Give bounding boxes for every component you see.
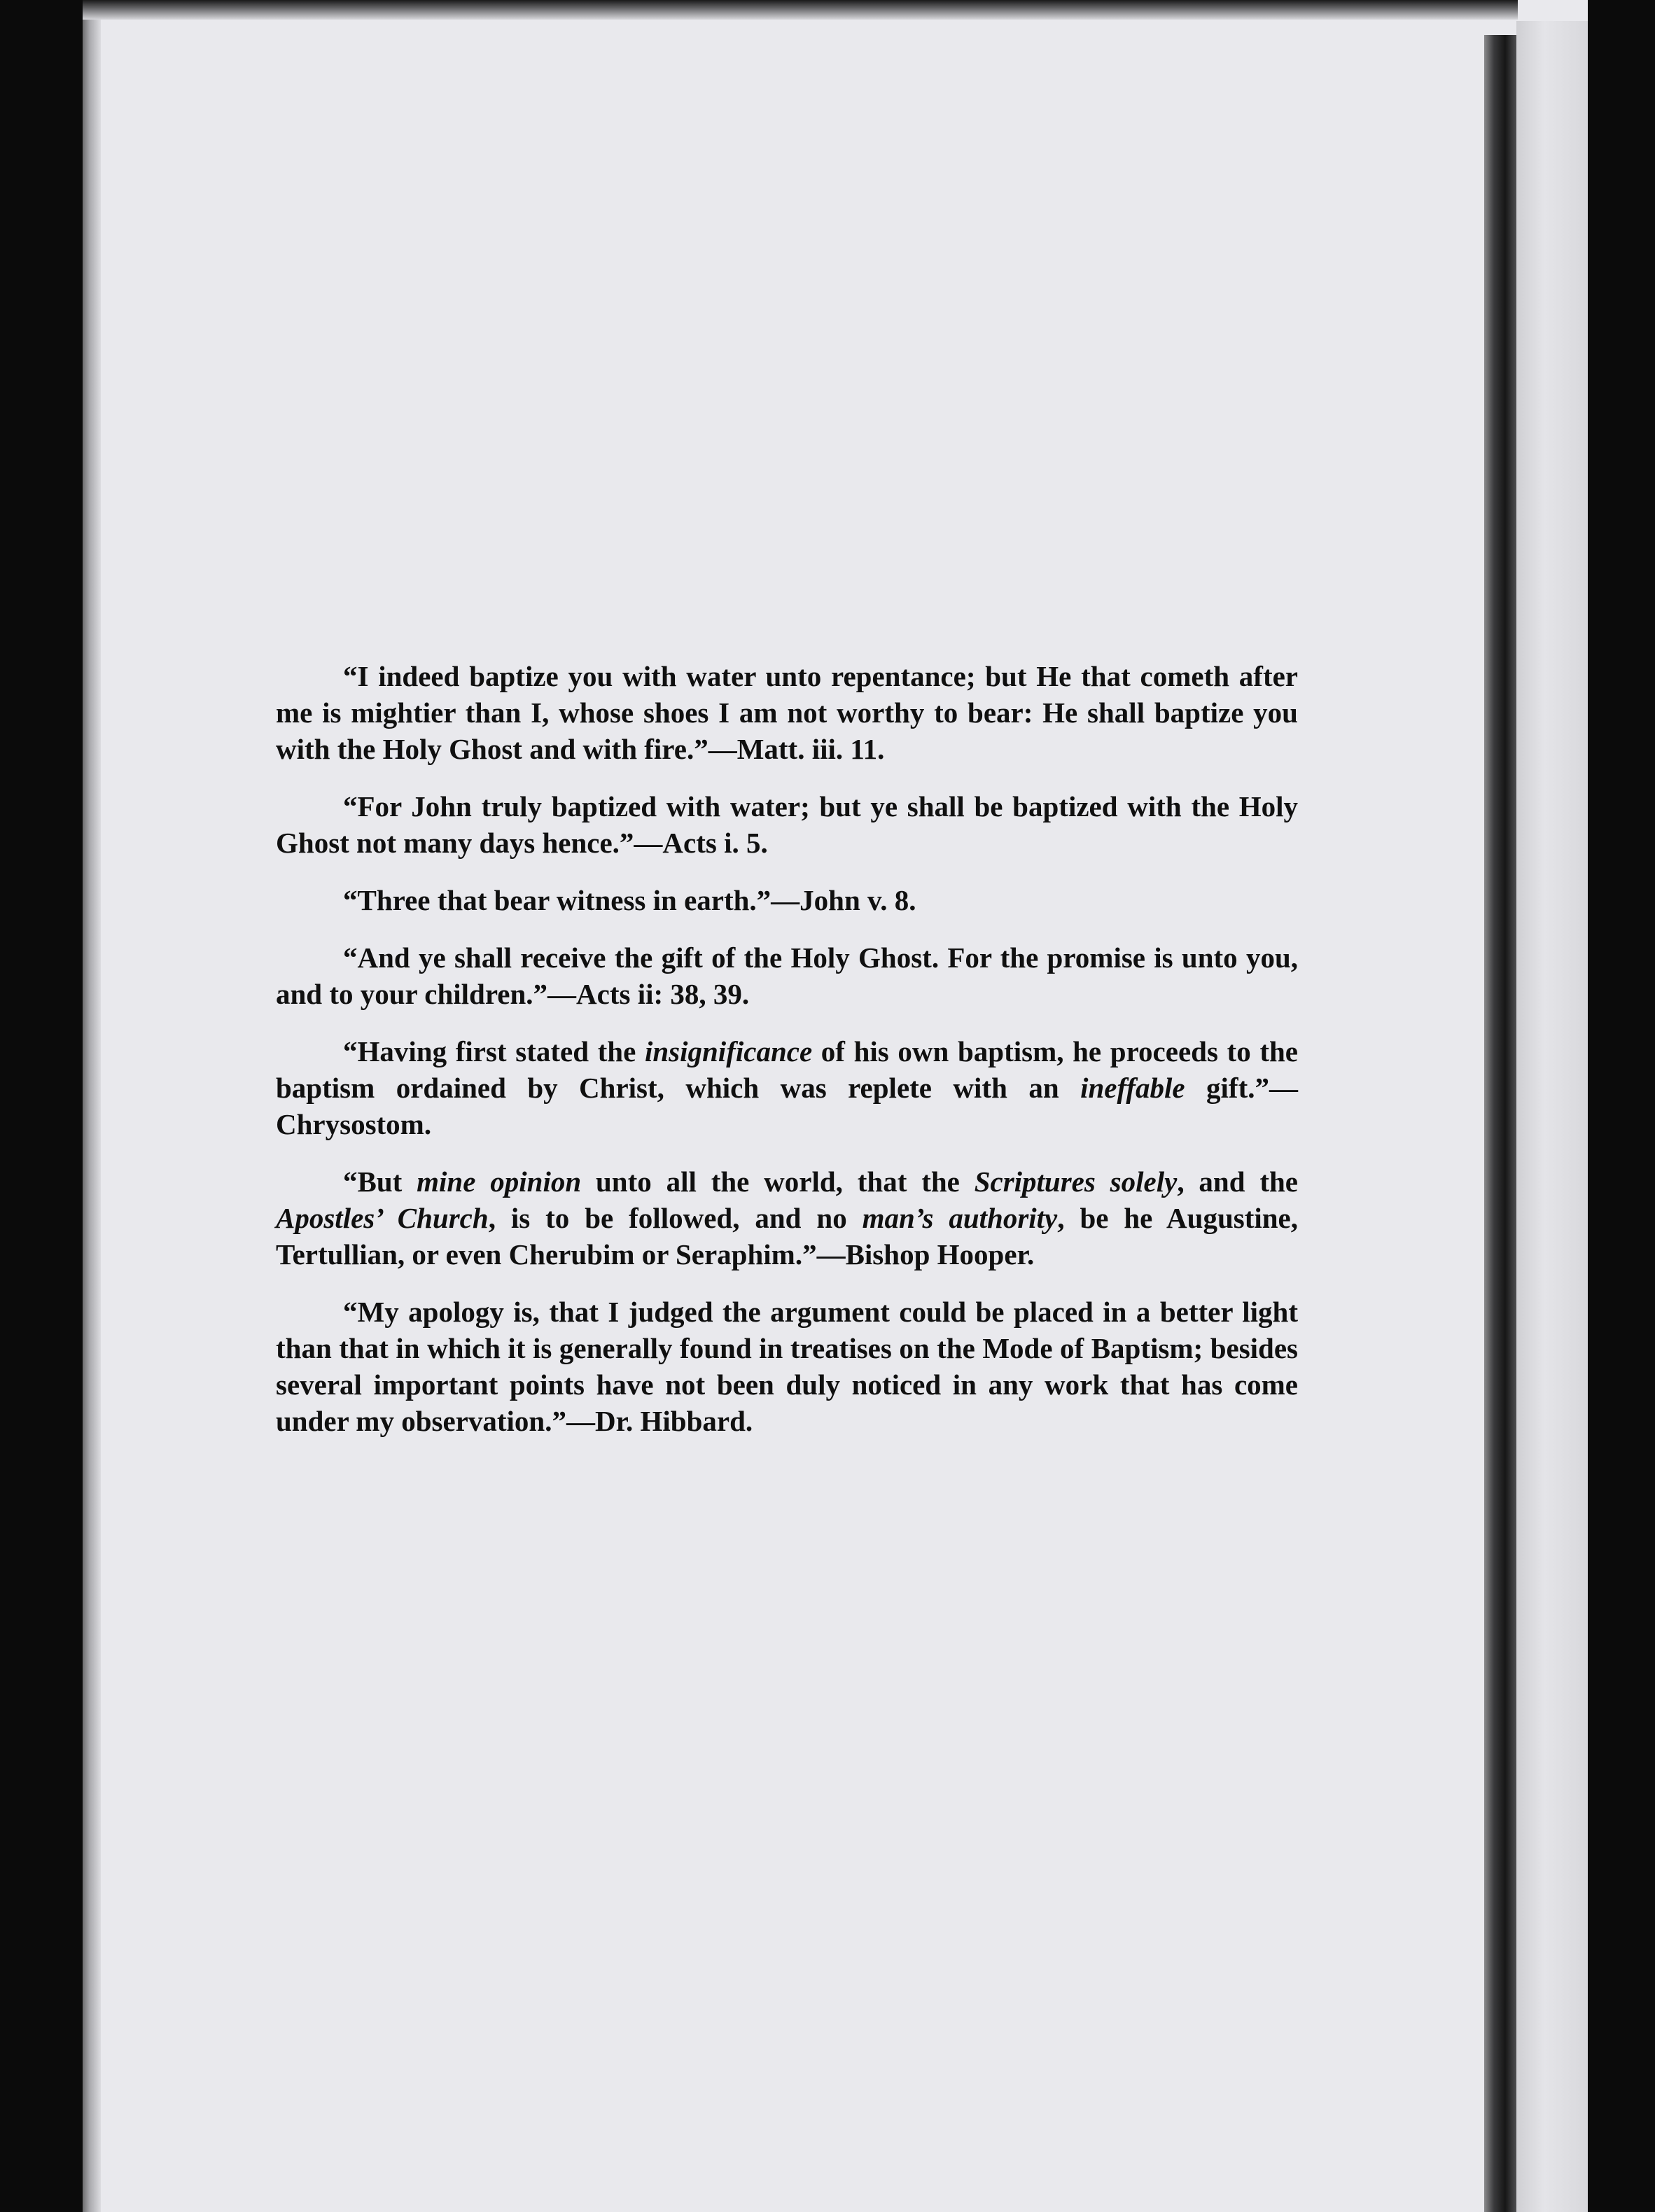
quote-paragraph [276, 939, 1298, 1012]
quote-paragraph [276, 1294, 1298, 1439]
quote-italic-text: man’s authority [862, 1202, 1058, 1234]
quote-text: , is to be followed, and no [488, 1202, 863, 1234]
quote-text: “Three that bear witness in earth.”—John v. 8. [343, 884, 916, 916]
quote-text: unto all the world, that the [581, 1166, 975, 1198]
quote-text: gift.”—Chrysostom. [276, 1072, 1298, 1140]
epigraph-quotes [276, 658, 1298, 1460]
quote-italic-text: Scriptures solely [974, 1166, 1178, 1198]
quote-text: , be he Augustine, Tertullian, or even Cherubim or Seraphim.”—Bishop Hooper. [276, 1202, 1298, 1270]
quote-text: “Having first stated the [343, 1035, 645, 1068]
book-spine [1484, 35, 1516, 2212]
quote-text: , and the [1177, 1166, 1298, 1198]
quote-text: “And ye shall receive the gift of the Holy Ghost. For the promise is unto you, and to your children.”—Acts ii: 38, 39. [276, 941, 1298, 1010]
quote-text: “My apology is, that I judged the argument could be placed in a better light than that in which it is generally found in treatises on the Mode of Baptism; besides several important points have not been duly noticed in any work that has come under my observation.”—Dr. Hibbard. [276, 1296, 1298, 1437]
quote-paragraph [276, 1163, 1298, 1273]
quote-text: “But [343, 1166, 417, 1198]
quote-italic-text: mine opinion [417, 1166, 582, 1198]
page-top-edge [83, 0, 1518, 20]
quote-paragraph [276, 788, 1298, 861]
quote-paragraph [276, 658, 1298, 767]
quote-italic-text: ineffable [1080, 1072, 1185, 1104]
quote-italic-text: Apostles’ Church [276, 1202, 489, 1234]
facing-page-edge [1516, 21, 1588, 2212]
quote-text: “I indeed baptize you with water unto repentance; but He that cometh after me is mightier than I, whose shoes I am not worthy to bear: He shall baptize you with the Holy Ghost and with fire.”—Matt. iii. 11. [276, 660, 1298, 765]
page-left-edge [83, 0, 101, 2212]
quote-paragraph [276, 1033, 1298, 1142]
quote-italic-text: insignificance [644, 1035, 813, 1068]
quote-paragraph [276, 882, 1298, 918]
quote-text: “For John truly baptized with water; but ye shall be baptized with the Holy Ghost not many days hence.”—Acts i. 5. [276, 790, 1298, 859]
quote-text: of his own baptism, he proceeds to the baptism ordained by Christ, which was replete with an [276, 1035, 1299, 1104]
